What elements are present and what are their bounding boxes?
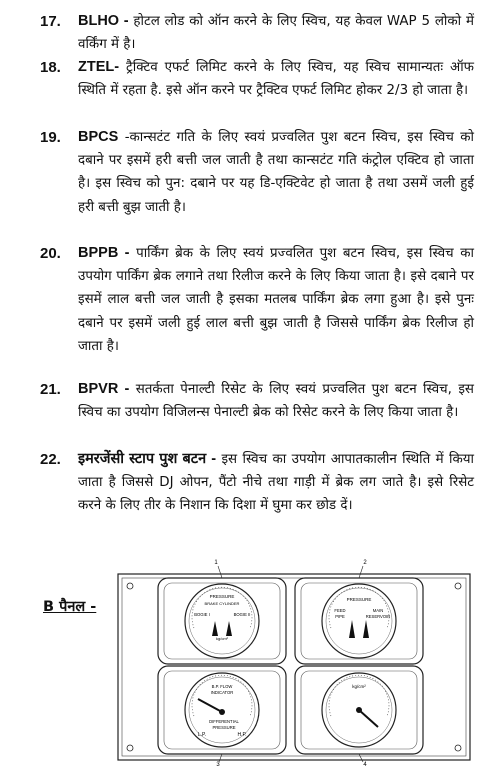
gauge1-left-label: BOGIE I xyxy=(194,612,210,617)
item-text: सतर्कता पेनाल्टी रिसेट के लिए स्वयं प्रज्वलित पुश बटन स्विच, इस स्विच का उपयोग विजिलन्स पेनाल्टी ब्रेक को रिसेट करने के लिए किया जाता है। xyxy=(78,382,474,421)
item-number: 20. xyxy=(40,245,61,262)
switch-list xyxy=(22,10,474,540)
gauge4-callout: 4 xyxy=(363,762,367,766)
item-number: 17. xyxy=(40,13,61,30)
gauge1-unit-label: kg/cm² xyxy=(216,636,228,641)
gauge3-right-label: H.P. xyxy=(237,732,247,738)
item-text: इस स्विच का उपयोग आपातकालीन स्थिति में किया जाता है जिससे DJ ओपन, पैंटो नीचे तथा गाड़ी में ब्रेक लग जाते है। इसे रिसेट करने के लिए तीर के निशान कि दिशा में घुमा कर छोड दें। xyxy=(78,452,474,514)
gauge1-right-label: BOGIE II xyxy=(233,612,251,617)
panel-b-label: B पैनल - xyxy=(43,599,97,615)
list-item xyxy=(22,378,474,448)
gauge2-right-a: MAIN xyxy=(372,608,384,613)
gauge4-top-label: kg/cm² xyxy=(352,684,366,689)
gauge1-top-label: PRESSURE xyxy=(209,594,235,599)
list-item xyxy=(22,242,474,378)
item-number: 18. xyxy=(40,59,61,76)
item-term: BPVR - xyxy=(78,381,130,397)
item-text: -कान्सटंट गति के लिए स्वयं प्रज्वलित पुश बटन स्विच, इस स्विच को दबाने पर इसमें हरी बत्ती जल जाती है तथा कान्सटंट गति कंट्रोल एक्टिव हो जाता है। इस स्विच को पुन: दबाने पर यह डि-एक्टिवेट हो जाता है तथा उसमें जली हुई हरी बत्ती बुझ जाती है। xyxy=(78,130,474,215)
list-item xyxy=(22,56,474,126)
gauge2-callout: 2 xyxy=(363,560,367,566)
item-text: होटल लोड को ऑन करने के लिए स्विच, यह केवल WAP 5 लोको में वर्किंग में है। xyxy=(78,14,474,53)
gauge2-right-b: RESERVOIR xyxy=(365,614,391,619)
list-item xyxy=(22,448,474,540)
gauge3-top-a: B.P. FLOW xyxy=(211,684,233,689)
brake-cylinder-gauge xyxy=(158,560,286,664)
gauge3-top-b: INDICATOR xyxy=(210,690,234,695)
item-term: BLHO - xyxy=(78,13,129,29)
gauge-panel-illustration xyxy=(112,556,482,766)
gauge2-left-b: PIPE xyxy=(335,614,345,619)
gauge2-left-a: FEED xyxy=(334,608,346,613)
pressure-gauge xyxy=(295,666,423,766)
item-term: BPCS xyxy=(78,129,119,145)
gauge3-left-label: L.P. xyxy=(197,732,207,738)
bp-flow-indicator-gauge xyxy=(158,666,286,766)
item-text: पार्किंग ब्रेक के लिए स्वयं प्रज्वलित पुश बटन स्विच, इस स्विच का उपयोग पार्किंग ब्रेक लगाने तथा रिलीज करने के लिए किया जाता है। इसे दबाने पर इसमें लाल बत्ती जल जाती है इसका मतलब पार्किंग ब्रेक लगा हुआ है। इसे पुनः दबाने पर इसमें जली हुई लाल बत्ती बुझ जाती है जिससे पार्किंग ब्रेक रिलीज हो जाता है। xyxy=(78,246,474,354)
item-term: इमरजेंसी स्टाप पुश बटन - xyxy=(78,451,217,467)
item-term: ZTEL- xyxy=(78,59,120,75)
feed-pipe-main-reservoir-gauge xyxy=(295,560,423,664)
gauge2-top-label: PRESSURE xyxy=(346,597,372,602)
gauge3-callout: 3 xyxy=(216,762,220,766)
item-number: 22. xyxy=(40,451,61,468)
gauge1-callout: 1 xyxy=(214,560,218,566)
item-number: 19. xyxy=(40,129,61,146)
gauge1-sub-label: BRAKE CYLINDER xyxy=(204,601,240,606)
item-text: ट्रैक्टिव एफर्ट लिमिट करने के लिए स्विच, यह स्विच सामान्यतः ऑफ स्थिति में रहता है. इसे ऑन करने पर ट्रैक्टिव एफर्ट लिमिट होकर 2/3 हो जाता है। xyxy=(78,60,474,99)
item-number: 21. xyxy=(40,381,61,398)
gauge3-bottom-b: PRESSURE xyxy=(212,725,236,730)
gauge3-bottom-a: DIFFERENTIAL xyxy=(209,719,239,724)
list-item xyxy=(22,126,474,242)
screw-icons xyxy=(127,583,461,751)
list-item xyxy=(22,10,474,56)
item-term: BPPB - xyxy=(78,245,130,261)
